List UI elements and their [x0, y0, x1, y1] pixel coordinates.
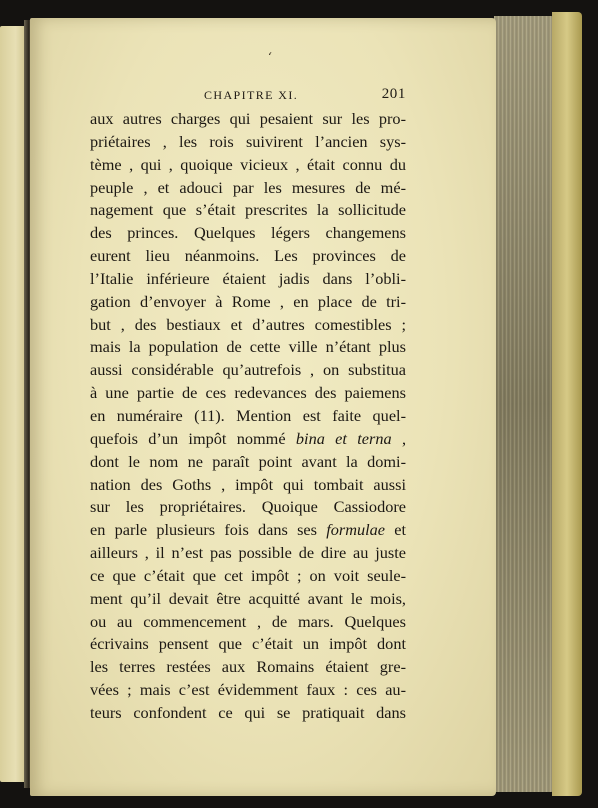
chapter-title: CHAPITRE XI. — [204, 88, 299, 102]
text-segment: quefois d’un impôt nommé — [90, 428, 296, 448]
previous-page-edge — [0, 26, 26, 782]
text-line: ce que c’était que cet impôt ; on voit seule- — [90, 565, 406, 585]
text-line: l’Italie inférieure étaient jadis dans l’obli- — [90, 268, 406, 288]
text-line: vées ; mais c’est évidemment faux : ces au- — [90, 680, 406, 700]
text-line: aux autres charges qui pesaient sur les pro- — [90, 109, 406, 128]
text-line: but , des bestiaux et d’autres comestibles ; — [90, 314, 406, 334]
text-line: dont le nom ne paraît point avant la domi- — [90, 451, 406, 471]
italic-term: bina et terna — [295, 428, 392, 448]
page-number: 201 — [381, 86, 406, 102]
text-segment: et — [385, 520, 406, 540]
margin-mark: ‘ — [268, 50, 272, 64]
text-line: gation d’envoyer à Rome , en place de tri- — [90, 291, 406, 311]
text-line: écrivains pensent que c’était un impôt dont — [90, 634, 406, 654]
text-segment: en parle plusieurs fois dans ses — [90, 520, 327, 540]
text-line-with-italic — [90, 428, 406, 451]
page-edges-shading — [494, 16, 554, 792]
book-cover-edge — [552, 12, 582, 796]
text-line-with-italic — [90, 519, 406, 542]
body-text — [90, 108, 406, 725]
text-line: des princes. Quelques légers changemens — [90, 223, 406, 243]
text-line: tème , qui , quoique vicieux , était connu du — [90, 154, 406, 174]
text-line: ailleurs , il n’est pas possible de dire au juste — [90, 543, 406, 563]
text-line: en numéraire (11). Mention est faite quel- — [90, 405, 406, 425]
text-line: aussi considérable qu’autrefois , on substitua — [90, 360, 406, 380]
text-line: les terres restées aux Romains étaient gre- — [90, 657, 406, 677]
text-line: ment qu’il devait être acquitté avant le mois, — [90, 588, 406, 608]
text-line: sur les propriétaires. Quoique Cassiodore — [90, 497, 406, 517]
text-line: eurent lieu néanmoins. Les provinces de — [90, 246, 406, 266]
text-line: nation des Goths , impôt qui tombait aussi — [90, 474, 406, 494]
text-line: ou au commencement , de mars. Quelques — [90, 611, 406, 631]
text-line: mais la population de cette ville n’étant plus — [90, 337, 406, 357]
running-head — [92, 88, 406, 106]
italic-term: formulae — [326, 520, 386, 540]
text-line: priétaires , les rois suivirent l’ancien sys- — [90, 131, 406, 151]
text-line: à une partie de ces redevances des paiemens — [90, 383, 406, 403]
text-line: peuple , et adouci par les mesures de mé- — [90, 177, 406, 197]
text-line: teurs confondent ce qui se pratiquait dans — [90, 702, 406, 722]
text-line: nagement que s’était prescrites la sollicitude — [90, 200, 406, 220]
text-segment: , — [391, 428, 407, 448]
